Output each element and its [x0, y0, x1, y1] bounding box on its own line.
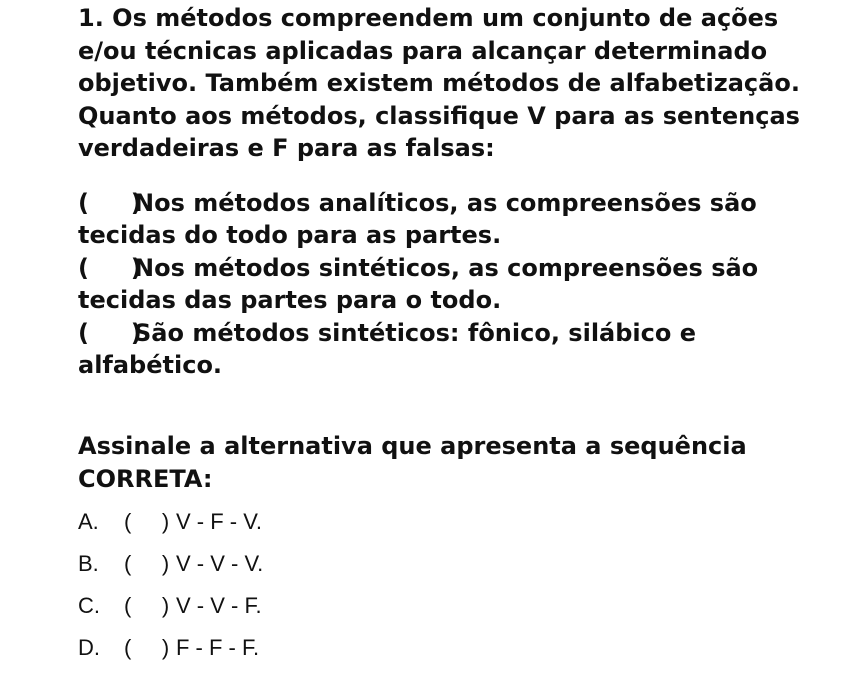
option-d-paren: ( ) — [124, 635, 170, 660]
statement-3-text: São métodos sintéticos: fônico, silábico e alfabético. — [78, 318, 696, 379]
spacer — [78, 165, 830, 187]
option-b-text: V - V - V. — [176, 551, 264, 576]
statement-2 — [78, 252, 830, 317]
statement-1 — [78, 187, 830, 252]
statement-3-answer-box[interactable]: ( ) — [78, 318, 142, 347]
option-c-paren: ( ) — [124, 593, 170, 618]
statement-2-text: Nos métodos sintéticos, as compreensões são tecidas das partes para o todo. — [78, 253, 759, 314]
option-b[interactable] — [78, 549, 263, 591]
option-d-text: F - F - F. — [176, 635, 260, 660]
option-c-letter: C. — [78, 593, 100, 618]
option-a-text: V - F - V. — [176, 509, 262, 534]
statement-1-answer-box[interactable]: ( ) — [78, 188, 142, 217]
option-c-text: V - V - F. — [176, 593, 262, 618]
option-a[interactable] — [78, 507, 263, 549]
option-b-letter: B. — [78, 551, 99, 576]
statement-2-answer-box[interactable]: ( ) — [78, 253, 142, 282]
option-b-paren: ( ) — [124, 551, 170, 576]
question-block — [78, 2, 830, 382]
option-a-paren: ( ) — [124, 509, 170, 534]
statement-3 — [78, 317, 830, 382]
question-stem: 1. Os métodos compreendem um conjunto de ações e/ou técnicas aplicadas para alcançar determinado objetivo. Também existem métodos de alfabetização. Quanto aos métodos, classifique V para as sentenças verdadeiras e F para as falsas: — [78, 4, 800, 162]
answer-options — [78, 507, 263, 675]
statement-1-text: Nos métodos analíticos, as compreensões são tecidas do todo para as partes. — [78, 188, 757, 249]
option-d[interactable] — [78, 633, 263, 675]
option-c[interactable] — [78, 591, 263, 633]
option-d-letter: D. — [78, 635, 100, 660]
instruction: Assinale a alternativa que apresenta a sequência CORRETA: — [78, 432, 747, 493]
option-a-letter: A. — [78, 509, 99, 534]
